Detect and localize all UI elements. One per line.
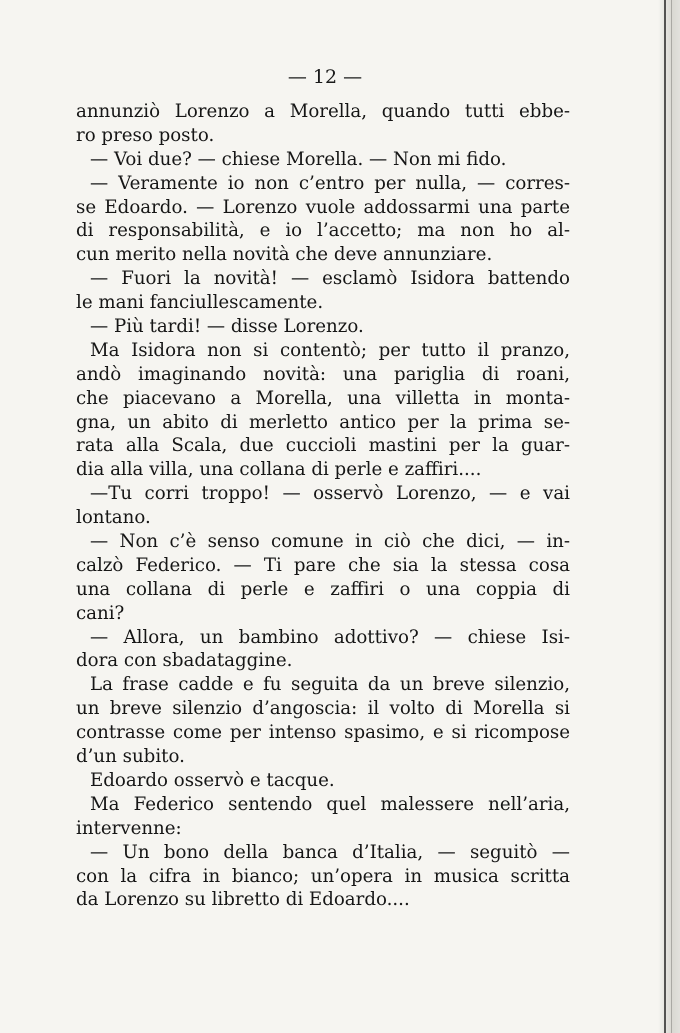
text-line: Edoardo osservò e tacque. bbox=[90, 769, 335, 791]
text-line: calzò Federico. — Ti pare che sia la stessa cosa bbox=[76, 554, 570, 576]
body-text bbox=[76, 100, 570, 912]
text-line: d’un subito. bbox=[76, 746, 185, 768]
text-line: lontano. bbox=[76, 507, 151, 529]
text-line: gna, un abito di merletto antico per la prima se- bbox=[76, 411, 570, 433]
text-line: se Edoardo. — Lorenzo vuole addossarmi una parte bbox=[76, 196, 570, 218]
page-edge-shadow bbox=[658, 0, 680, 1033]
text-line: annunziò Lorenzo a Morella, quando tutti ebbe- bbox=[76, 101, 570, 122]
text-line: — Non c’è senso comune in ciò che dici, — in- bbox=[90, 531, 570, 553]
text-line: contrasse come per intenso spasimo, e si ricompose bbox=[76, 722, 570, 744]
text-line: — Più tardi! — disse Lorenzo. bbox=[90, 316, 364, 338]
text-line: dora con sbadataggine. bbox=[76, 650, 293, 672]
text-line: cun merito nella novità che deve annunziare. bbox=[76, 244, 493, 266]
text-line: — Fuori la novità! — esclamò Isidora battendo bbox=[90, 268, 570, 290]
text-line: rata alla Scala, due cuccioli mastini per la guar- bbox=[76, 435, 570, 457]
text-line: di responsabilità, e io l’accetto; ma non ho al- bbox=[76, 220, 570, 242]
text-line: — Voi due? — chiese Morella. — Non mi fido. bbox=[90, 148, 507, 170]
text-line: le mani fanciullescamente. bbox=[76, 292, 324, 314]
page-edge-line bbox=[664, 0, 666, 1033]
text-line: La frase cadde e fu seguita da un breve silenzio, bbox=[90, 674, 570, 696]
text-line: dia alla villa, una collana di perle e zaffiri.... bbox=[76, 459, 482, 481]
text-line: un breve silenzio d’angoscia: il volto di Morella si bbox=[76, 698, 570, 720]
text-line: ro preso posto. bbox=[76, 124, 215, 146]
text-line: — Allora, un bambino adottivo? — chiese Isi- bbox=[90, 626, 570, 648]
text-line: andò imaginando novità: una pariglia di roani, bbox=[76, 363, 570, 385]
text-line: da Lorenzo su libretto di Edoardo.... bbox=[76, 889, 410, 911]
text-line: Ma Isidora non si contentò; per tutto il pranzo, bbox=[90, 339, 570, 361]
text-line: —Tu corri troppo! — osservò Lorenzo, — e vai bbox=[90, 483, 570, 505]
page-number: — 12 — bbox=[287, 66, 363, 88]
text-line: una collana di perle e zaffiri o una coppia di bbox=[76, 578, 570, 600]
page-edge-line-inner bbox=[671, 0, 672, 1033]
text-line: che piacevano a Morella, una villetta in monta- bbox=[76, 387, 570, 409]
text-line: — Veramente io non c’entro per nulla, — corres- bbox=[90, 172, 570, 194]
text-line: cani? bbox=[76, 602, 125, 624]
text-line: Ma Federico sentendo quel malessere nell’aria, bbox=[90, 793, 570, 815]
text-line: intervenne: bbox=[76, 817, 182, 839]
text-line: — Un bono della banca d’Italia, — seguitò — bbox=[90, 841, 570, 863]
text-line: con la cifra in bianco; un’opera in musica scritta bbox=[76, 865, 570, 887]
